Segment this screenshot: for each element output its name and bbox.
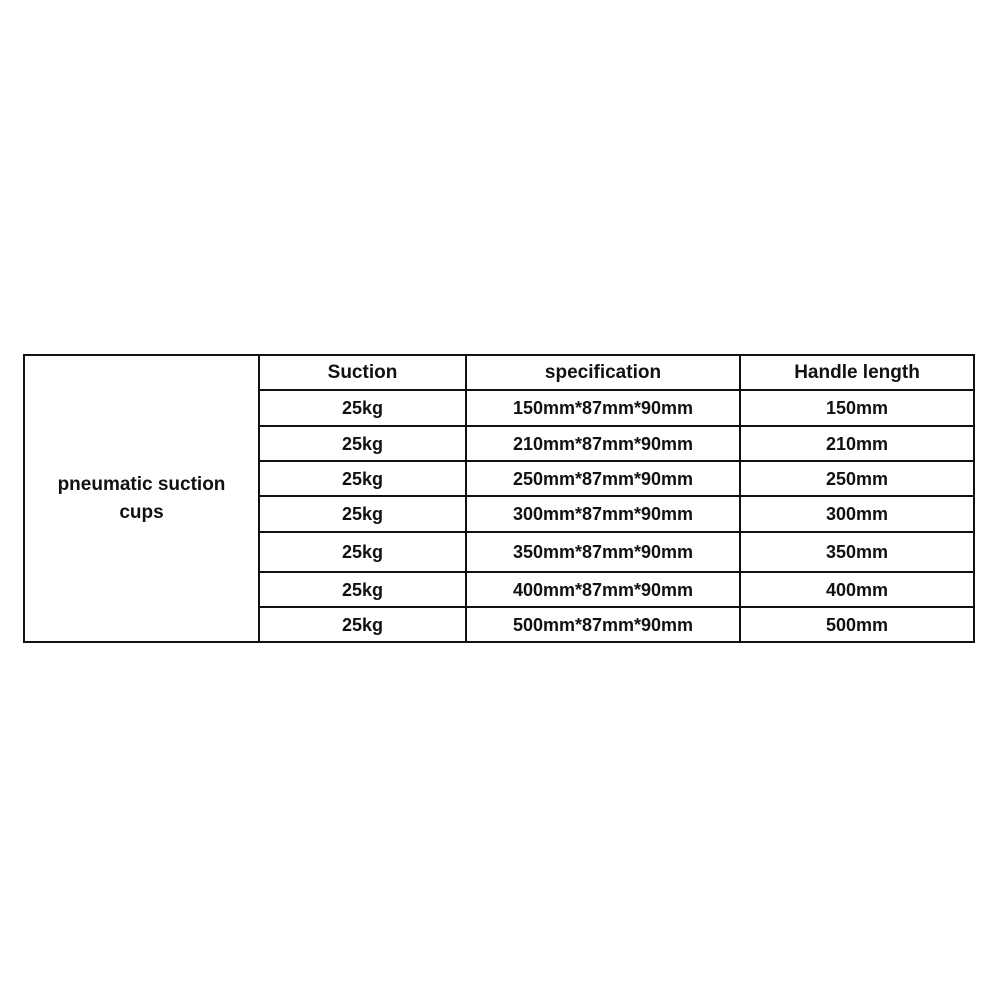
handle-length-cell: 500mm xyxy=(740,607,974,642)
handle-length-cell: 250mm xyxy=(740,461,974,496)
column-header-handle-length: Handle length xyxy=(740,355,974,390)
handle-length-cell: 350mm xyxy=(740,532,974,572)
specification-cell: 210mm*87mm*90mm xyxy=(466,426,740,461)
handle-length-cell: 400mm xyxy=(740,572,974,607)
header-row xyxy=(24,355,974,390)
handle-length-cell: 150mm xyxy=(740,390,974,426)
column-header-suction: Suction xyxy=(259,355,466,390)
column-header-specification: specification xyxy=(466,355,740,390)
suction-cell: 25kg xyxy=(259,496,466,532)
specification-cell: 400mm*87mm*90mm xyxy=(466,572,740,607)
specification-cell: 350mm*87mm*90mm xyxy=(466,532,740,572)
specification-cell: 300mm*87mm*90mm xyxy=(466,496,740,532)
suction-cell: 25kg xyxy=(259,390,466,426)
specification-cell: 500mm*87mm*90mm xyxy=(466,607,740,642)
suction-cell: 25kg xyxy=(259,607,466,642)
suction-cell: 25kg xyxy=(259,461,466,496)
spec-table xyxy=(23,354,975,643)
specification-cell: 150mm*87mm*90mm xyxy=(466,390,740,426)
specification-cell: 250mm*87mm*90mm xyxy=(466,461,740,496)
handle-length-cell: 300mm xyxy=(740,496,974,532)
product-name-cell: pneumatic suction cups xyxy=(24,355,259,642)
suction-cell: 25kg xyxy=(259,572,466,607)
handle-length-cell: 210mm xyxy=(740,426,974,461)
suction-cell: 25kg xyxy=(259,532,466,572)
suction-cell: 25kg xyxy=(259,426,466,461)
